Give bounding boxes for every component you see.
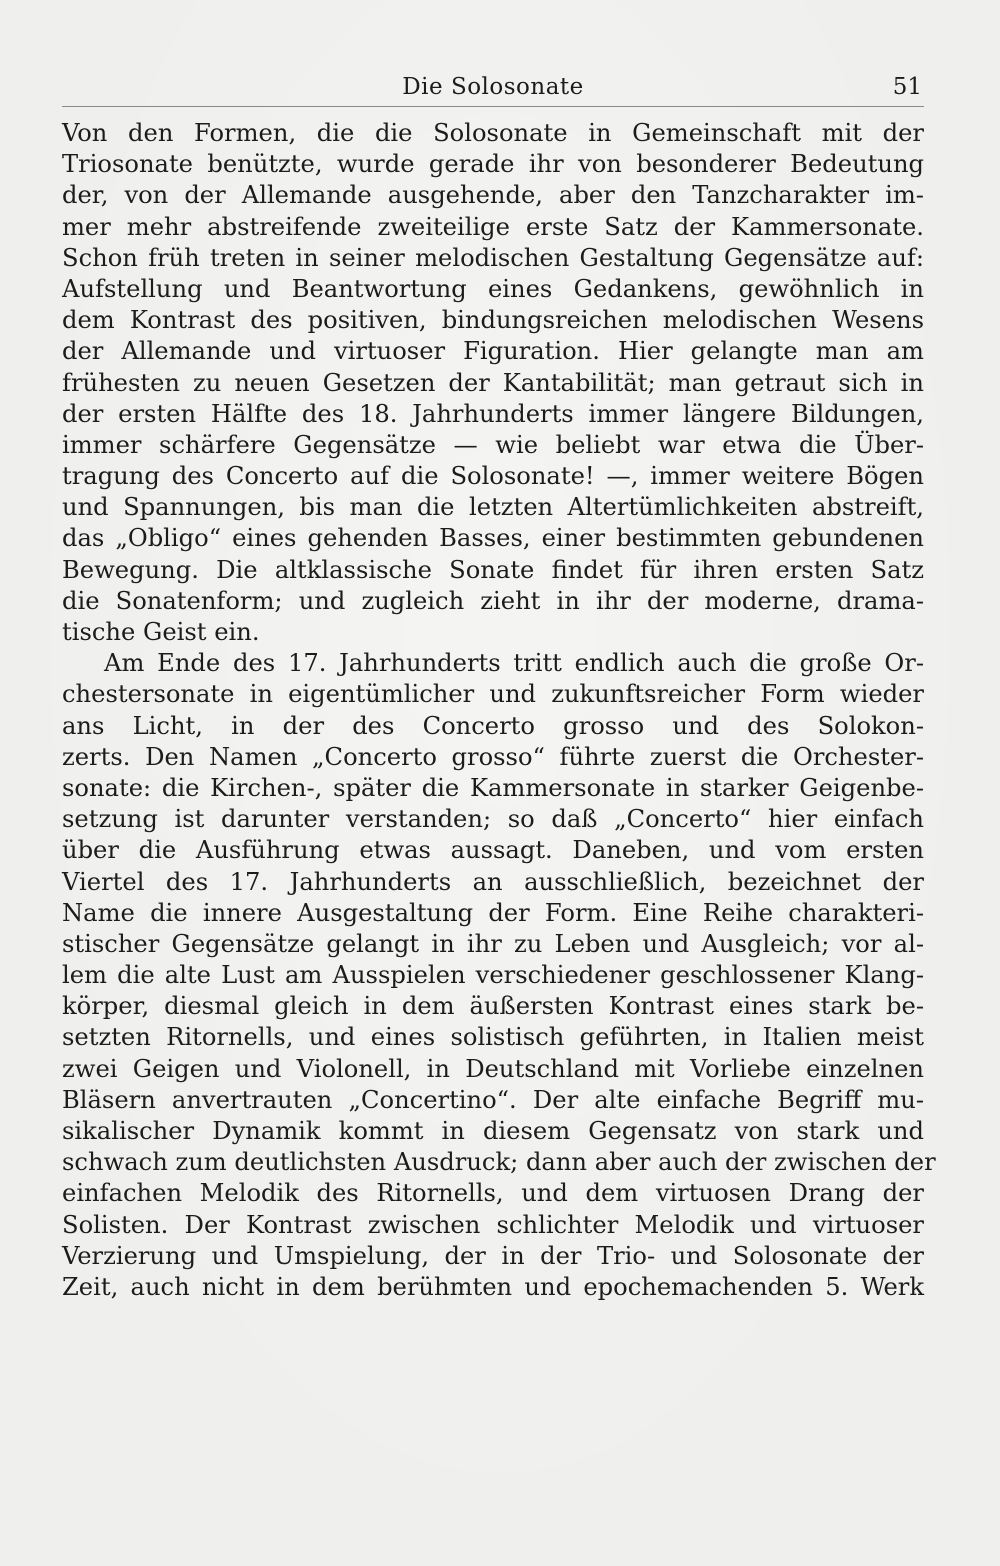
text-line: lem die alte Lust am Ausspielen verschiedener geschlossener Klang- xyxy=(62,961,924,990)
text-line: und Spannungen, bis man die letzten Altertümlichkeiten abstreift, xyxy=(62,493,924,522)
text-line: dem Kontrast des positiven, bindungsreichen melodischen Wesens xyxy=(62,306,924,335)
text-line: tragung des Concerto auf die Solosonate! —, immer weitere Bögen xyxy=(62,462,924,491)
text-line: tische Geist ein. xyxy=(62,618,260,646)
running-head: Die Solosonate xyxy=(402,74,584,100)
text-line: Viertel des 17. Jahrhunderts an ausschließlich, bezeichnet der xyxy=(62,867,924,896)
text-line: der Allemande und virtuoser Figuration. Hier gelangte man am xyxy=(62,337,924,366)
text-line: zerts. Den Namen „Concerto grosso“ führte zuerst die Orchester- xyxy=(62,742,924,771)
text-line: Am Ende des 17. Jahrhunderts tritt endlich auch die große Or- xyxy=(104,649,924,678)
text-line: die Sonatenform; und zugleich zieht in ihr der moderne, drama- xyxy=(62,586,924,615)
text-line: Name die innere Ausgestaltung der Form. Eine Reihe charakteri- xyxy=(62,898,924,927)
text-line: sonate: die Kirchen-, später die Kammersonate in starker Geigenbe- xyxy=(62,773,924,802)
text-line: chestersonate in eigentümlicher und zukunftsreicher Form wieder xyxy=(62,680,924,709)
text-line: Aufstellung und Beantwortung eines Gedankens, gewöhnlich in xyxy=(62,274,924,303)
text-line: schwach zum deutlichsten Ausdruck; dann aber auch der zwischen der xyxy=(62,1148,936,1177)
text-line: der ersten Hälfte des 18. Jahrhunderts immer längere Bildungen, xyxy=(62,399,924,428)
text-line: immer schärfere Gegensätze — wie beliebt war etwa die Über- xyxy=(62,430,924,459)
text-line: zwei Geigen und Violonell, in Deutschland mit Vorliebe einzelnen xyxy=(62,1054,924,1083)
text-line: körper, diesmal gleich in dem äußersten Kontrast eines stark be- xyxy=(62,992,924,1021)
text-line: Schon früh treten in seiner melodischen Gestaltung Gegensätze auf: xyxy=(62,243,924,272)
text-line: Solisten. Der Kontrast zwischen schlichter Melodik und virtuoser xyxy=(62,1210,924,1239)
text-line: Von den Formen, die die Solosonate in Gemeinschaft mit der xyxy=(62,119,924,147)
text-line: Triosonate benützte, wurde gerade ihr von besonderer Bedeutung xyxy=(62,150,924,179)
page-number: 51 xyxy=(892,74,922,100)
page-header xyxy=(62,72,924,107)
text-line: setzung ist darunter verstanden; so daß „Concerto“ hier einfach xyxy=(62,805,924,834)
text-line: stischer Gegensätze gelangt in ihr zu Leben und Ausgleich; vor al- xyxy=(62,929,924,958)
text-line: sikalischer Dynamik kommt in diesem Gegensatz von stark und xyxy=(62,1117,924,1145)
text-line: das „Obligo“ eines gehenden Basses, einer bestimmten gebundenen xyxy=(62,524,924,553)
text-line: Zeit, auch nicht in dem berühmten und epochemachenden 5. Werk xyxy=(62,1272,924,1301)
text-line: mer mehr abstreifende zweiteilige erste Satz der Kammersonate. xyxy=(62,212,924,241)
text-line: Bewegung. Die altklassische Sonate findet für ihren ersten Satz xyxy=(62,555,924,584)
text-line: ans Licht, in der des Concerto grosso und des Solokon- xyxy=(62,711,924,740)
body-text xyxy=(62,118,936,1303)
text-line: setzten Ritornells, und eines solistisch geführten, in Italien meist xyxy=(62,1023,924,1052)
text-line: der, von der Allemande ausgehende, aber den Tanzcharakter im- xyxy=(62,181,924,210)
text-line: Verzierung und Umspielung, der in der Trio- und Solosonate der xyxy=(62,1241,924,1270)
text-line: frühesten zu neuen Gesetzen der Kantabilität; man getraut sich in xyxy=(62,368,924,397)
text-line: über die Ausführung etwas aussagt. Daneben, und vom ersten xyxy=(62,836,924,865)
text-line: einfachen Melodik des Ritornells, und dem virtuosen Drang der xyxy=(62,1179,924,1208)
text-line: Bläsern anvertrauten „Concertino“. Der alte einfache Begriff mu- xyxy=(62,1085,924,1114)
